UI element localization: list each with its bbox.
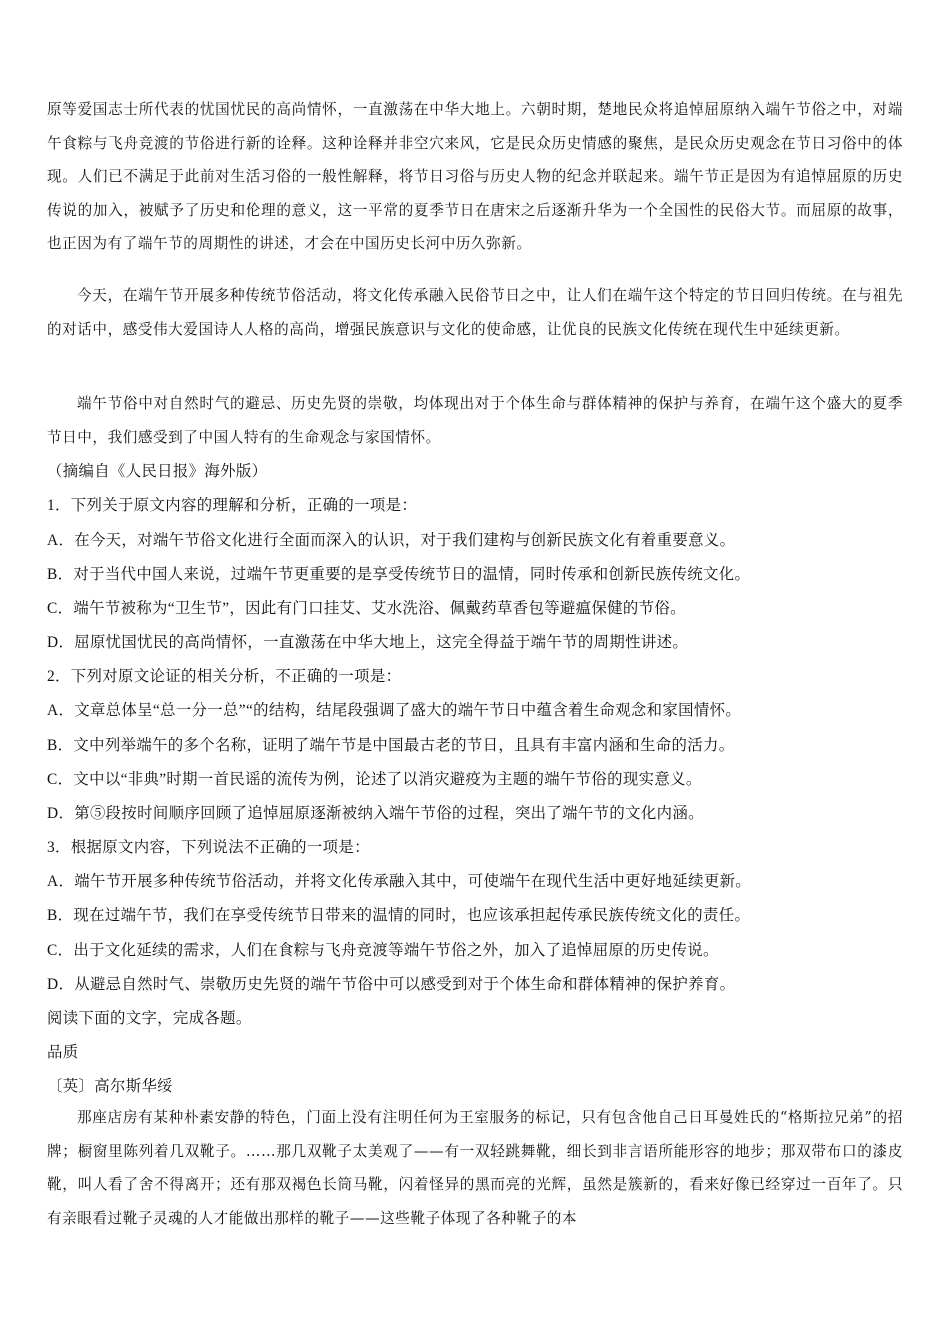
story-author: 〔英〕高尔斯华绥 — [47, 1078, 173, 1095]
question-2-option-d: D．第⑤段按时间顺序回顾了追悼屈原逐渐被纳入端午节俗的过程，突出了端午节的文化内涵。 — [47, 805, 704, 822]
question-1-option-c: C．端午节被称为“卫生节”，因此有门口挂艾、艾水洗浴、佩戴药草香包等避瘟保健的节俗。 — [47, 600, 686, 617]
question-2-option-a: A．文章总体呈“总一分一总”“的结构，结尾段强调了盛大的端午节日中蕴含着生命观念和家国情怀。 — [47, 702, 742, 719]
question-3-stem: 3．根据原文内容，下列说法不正确的一项是： — [47, 839, 370, 856]
question-2-stem: 2．下列对原文论证的相关分析，不正确的一项是： — [47, 668, 402, 685]
question-1-option-b: B．对于当代中国人来说，过端午节更重要的是享受传统节日的温情，同时传承和创新民族传统文化。 — [47, 566, 751, 583]
question-1-stem: 1．下列关于原文内容的理解和分析，正确的一项是： — [47, 497, 418, 514]
article-source: （摘编自《人民日报》海外版） — [47, 463, 268, 480]
question-2-option-c: C．文中以“非典”时期一首民谣的流传为例，论述了以消灾避疫为主题的端午节俗的现实意义。 — [47, 771, 702, 788]
article-paragraph-2: 今天，在端午节开展多种传统节俗活动，将文化传承融入民俗节日之中，让人们在端午这个特定的节日回归传统。在与祖先的对话中，感受伟大爱国诗人人格的高尚，增强民族意识与文化的使命感，让优良的民族文化传统在现代生中延续更新。 — [47, 287, 903, 338]
question-3-option-d: D．从避忌自然时气、崇敬历史先贤的端午节俗中可以感受到对于个体生命和群体精神的保护养育。 — [47, 976, 736, 993]
reading-instruction: 阅读下面的文字，完成各题。 — [47, 1010, 252, 1027]
story-title: 品质 — [47, 1044, 79, 1061]
article-paragraph-1: 原等爱国志士所代表的忧国忧民的高尚情怀，一直激荡在中华大地上。六朝时期，楚地民众将追悼屈原纳入端午节俗之中，对端午食粽与飞舟竞渡的节俗进行新的诠释。这种诠释并非空穴来风，它是民众历史情感的聚焦，是民众历史观念在节日习俗中的体现。人们已不满足于此前对生活习俗的一般性解释，将节日习俗与历史人物的纪念并联起来。端午节正是因为有追悼屈原的历史传说的加入，被赋予了历史和伦理的意义，这一平常的夏季节日在唐宋之后逐渐升华为一个全国性的民俗大节。而屈原的故事，也正因为有了端午节的周期性的讲述，才会在中国历史长河中历久弥新。 — [47, 101, 903, 252]
question-1-option-a: A．在今天，对端午节俗文化进行全面而深入的认识，对于我们建构与创新民族文化有着重要意义。 — [47, 532, 736, 549]
question-1-option-d: D．屈原忧国忧民的高尚情怀，一直激荡在中华大地上，这完全得益于端午节的周期性讲述。 — [47, 634, 689, 651]
question-3-option-b: B．现在过端午节，我们在享受传统节日带来的温情的同时，也应该承担起传承民族传统文化的责任。 — [47, 907, 751, 924]
question-2-option-b: B．文中列举端午的多个名称，证明了端午节是中国最古老的节日，且具有丰富内涵和生命的活力。 — [47, 737, 735, 754]
question-3-option-c: C．出于文化延续的需求，人们在食粽与飞舟竞渡等端午节俗之外，加入了追悼屈原的历史传说。 — [47, 942, 719, 959]
article-paragraph-3: 端午节俗中对自然时气的避忌、历史先贤的崇敬，均体现出对于个体生命与群体精神的保护与养育，在端午这个盛大的夏季节日中，我们感受到了中国人特有的生命观念与家国情怀。 — [47, 395, 903, 446]
question-3-option-a: A．端午节开展多种传统节俗活动，并将文化传承融入其中，可使端午在现代生活中更好地延续更新。 — [47, 873, 752, 890]
story-paragraph-1: 那座店房有某种朴素安静的特色，门面上没有注明任何为王室服务的标记，只有包含他自己日耳曼姓氏的“格斯拉兄弟”的招牌；橱窗里陈列着几双靴子。……那几双靴子太美观了——有一双轻跳舞靴，细长到非言语所能形容的地步；那双带布口的漆皮靴，叫人看了舍不得离开；还有那双褐色长筒马靴，闪着怪异的黑而亮的光辉，虽然是簇新的，看来好像已经穿过一百年了。只有亲眼看过靴子灵魂的人才能做出那样的靴子——这些靴子体现了各种靴子的本 — [47, 1109, 903, 1227]
